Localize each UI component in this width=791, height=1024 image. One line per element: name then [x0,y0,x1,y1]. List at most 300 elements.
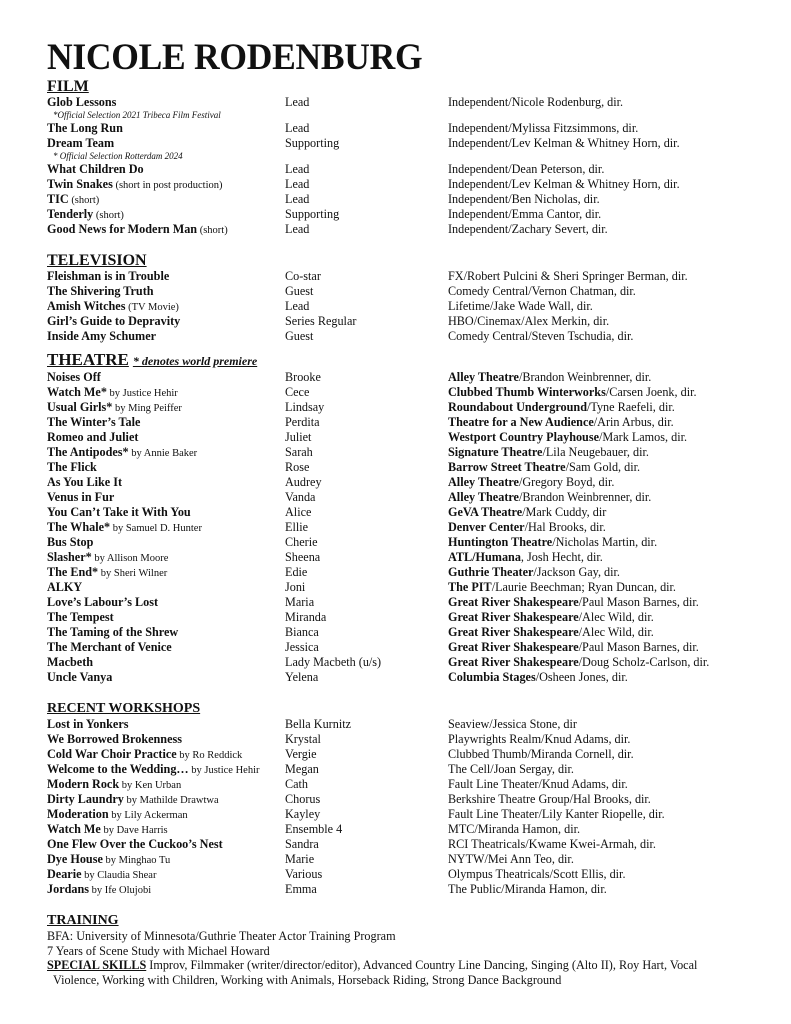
theatre-director: /Jackson Gay, dir. [533,565,620,579]
theatre-director: /Lila Neugebauer, dir. [542,445,649,459]
television-title-cell [47,269,169,284]
workshops-section [47,700,767,897]
theatre-row [47,565,767,580]
theatre-company-cell [448,445,649,460]
theatre-title: Bus Stop [47,535,94,549]
television-row [47,284,767,299]
theatre-title-cell [47,400,182,416]
theatre-venue: Clubbed Thumb Winterworks [448,385,606,399]
film-company: Independent/Lev Kelman & Whitney Horn, dir. [448,177,680,191]
theatre-company-cell [448,535,657,550]
theatre-title-cell [47,550,168,566]
film-role: Lead [285,121,310,135]
film-festival-note: * Official Selection Rotterdam 2024 [53,151,183,161]
theatre-row [47,520,767,535]
film-row [47,136,767,151]
television-role: Guest [285,284,314,298]
television-row [47,329,767,344]
theatre-company-cell [448,460,640,475]
theatre-heading-line [47,351,767,370]
theatre-company-cell [448,625,654,640]
workshop-row [47,807,767,822]
theatre-title-cell [47,385,178,401]
workshop-credit: by Dave Harris [100,825,168,836]
film-festival-note: *Official Selection 2021 Tribeca Film Festival [53,110,221,120]
film-role: Supporting [285,207,340,221]
special-skills [47,958,767,973]
workshop-row [47,852,767,867]
theatre-title: As You Like It [47,475,123,489]
theatre-director: /Paul Mason Barnes, dir. [578,595,699,609]
workshop-credit: by Mathilde Drawtwa [123,795,219,806]
workshop-row [47,822,767,837]
theatre-company-cell [448,400,675,415]
theatre-row [47,430,767,445]
theatre-company-cell [448,565,620,580]
theatre-row [47,445,767,460]
workshop-role: Vergie [285,747,317,761]
workshop-role: Megan [285,762,319,776]
theatre-title: The Antipodes* [47,445,129,459]
theatre-company-cell [448,490,651,505]
theatre-venue: Huntington Theatre [448,535,553,549]
theatre-director: /Arin Arbus, dir. [593,415,674,429]
film-title: Glob Lessons [47,95,117,109]
workshop-company: Fault Line Theater/Lily Kanter Riopelle, dir. [448,807,665,821]
theatre-venue: Westport Country Playhouse [448,430,599,444]
theatre-company-cell [448,385,697,400]
theatre-title-cell [47,655,93,670]
television-row [47,299,767,314]
workshop-title: Jordans [47,882,89,896]
theatre-company-cell [448,640,699,655]
television-title-cell [47,329,156,344]
training-scene-study: 7 Years of Scene Study with Michael Howard [47,943,270,958]
film-company: Independent/Zachary Severt, dir. [448,222,608,236]
workshop-title: Dirty Laundry [47,792,124,806]
theatre-section [47,351,767,685]
theatre-title-cell [47,460,97,475]
workshop-role: Krystal [285,732,321,746]
theatre-title-cell [47,580,82,595]
theatre-row [47,625,767,640]
film-company: Independent/Dean Peterson, dir. [448,162,605,176]
theatre-role: Miranda [285,610,327,624]
theatre-director: /Brandon Weinbrenner, dir. [518,370,652,384]
film-title-cell [47,121,123,136]
workshop-company: MTC/Miranda Hamon, dir. [448,822,581,836]
theatre-row [47,460,767,475]
theatre-company-cell [448,595,699,610]
theatre-company-cell [448,505,606,520]
workshop-role: Chorus [285,792,321,806]
film-list [47,95,767,237]
workshop-title-cell [47,717,129,732]
television-title: The Shivering Truth [47,284,154,298]
theatre-director: /Mark Cuddy, dir [522,505,607,519]
workshop-title-cell [47,807,188,823]
theatre-venue: Great River Shakespeare [448,655,579,669]
theatre-credit: by Annie Baker [128,448,198,459]
film-company: Independent/Mylissa Fitzsimmons, dir. [448,121,639,135]
theatre-title-cell [47,535,93,550]
workshop-row [47,732,767,747]
training-degree: BFA: University of Minnesota/Guthrie Theater Actor Training Program [47,929,396,943]
theatre-company-cell [448,655,709,670]
theatre-title-cell [47,640,172,655]
film-credit: (short) [197,225,228,236]
television-list [47,269,767,344]
television-company: Comedy Central/Vernon Chatman, dir. [448,284,636,298]
theatre-title-cell [47,370,101,385]
film-row [47,222,767,237]
film-title-cell [47,192,99,208]
television-heading: TELEVISION [47,252,147,269]
workshop-title: One Flew Over the Cuckoo’s Nest [47,837,223,851]
theatre-role: Bianca [285,625,319,639]
film-role: Lead [285,222,310,236]
workshop-credit: by Lily Ackerman [108,810,188,821]
television-title-cell [47,299,179,315]
theatre-title-cell [47,490,114,505]
theatre-row [47,370,767,385]
theatre-row [47,670,767,685]
theatre-venue: Guthrie Theater [448,565,534,579]
theatre-row [47,580,767,595]
theatre-role: Lindsay [285,400,325,414]
theatre-role: Cherie [285,535,318,549]
theatre-role: Vanda [285,490,316,504]
theatre-title: You Can’t Take it With You [47,505,191,519]
theatre-title-cell [47,505,191,520]
theatre-director: /Laurie Beechman; Ryan Duncan, dir. [491,580,676,594]
workshop-title: Modern Rock [47,777,120,791]
film-row [47,121,767,136]
workshop-title-cell [47,852,170,868]
theatre-title-cell [47,475,122,490]
theatre-title: Slasher* [47,550,92,564]
television-title: Amish Witches [47,299,126,313]
workshop-company: Olympus Theatricals/Scott Ellis, dir. [448,867,626,881]
film-row [47,207,767,222]
workshops-list [47,717,767,897]
workshop-row [47,717,767,732]
theatre-row [47,550,767,565]
theatre-director: /Tyne Raefeli, dir. [586,400,675,414]
television-title-cell [47,284,154,299]
workshop-title: Lost in Yonkers [47,717,129,731]
theatre-credit: by Ming Peiffer [112,403,182,414]
workshop-role: Marie [285,852,315,866]
workshop-title-cell [47,747,242,763]
film-credit: (short in post production) [112,180,223,191]
film-title: Tenderly [47,207,94,221]
workshop-title-cell [47,792,219,808]
theatre-company-cell [448,550,603,565]
theatre-title: The Merchant of Venice [47,640,172,654]
television-title: Inside Amy Schumer [47,329,157,343]
film-row [47,162,767,177]
theatre-venue: Great River Shakespeare [448,640,579,654]
theatre-role: Rose [285,460,310,474]
theatre-venue: Barrow Street Theatre [448,460,566,474]
workshop-title-cell [47,867,156,883]
workshop-role: Kayley [285,807,321,821]
film-title: TIC [47,192,69,206]
theatre-role: Jessica [285,640,319,654]
film-role: Lead [285,162,310,176]
theatre-venue: Great River Shakespeare [448,595,579,609]
theatre-director: /Paul Mason Barnes, dir. [578,640,699,654]
theatre-venue: Signature Theatre [448,445,543,459]
theatre-title: ALKY [47,580,83,594]
theatre-row [47,415,767,430]
theatre-title: The Flick [47,460,97,474]
workshop-row [47,747,767,762]
workshop-title: Dye House [47,852,103,866]
workshop-title: Watch Me [47,822,101,836]
workshop-row [47,777,767,792]
theatre-director: /Alec Wild, dir. [578,625,654,639]
theatre-company-cell [448,370,651,385]
theatre-title-cell [47,625,178,640]
film-row [47,95,767,110]
film-row [47,192,767,207]
theatre-venue: Alley Theatre [448,370,519,384]
film-title: Good News for Modern Man [47,222,198,236]
theatre-role: Ellie [285,520,309,534]
workshop-company: RCI Theatricals/Kwame Kwei-Armah, dir. [448,837,656,851]
theatre-title-cell [47,610,114,625]
theatre-title-cell [47,565,167,581]
film-heading: FILM [47,78,89,95]
film-title: What Children Do [47,162,144,176]
theatre-title: The Tempest [47,610,114,624]
film-title-cell [47,177,222,193]
theatre-credit: by Samuel D. Hunter [110,523,202,534]
theatre-title: The Whale* [47,520,111,534]
workshop-title-cell [47,762,260,778]
theatre-role: Yelena [285,670,319,684]
theatre-role: Sarah [285,445,313,459]
workshop-row [47,792,767,807]
workshops-heading: RECENT WORKSHOPS [47,701,201,716]
television-title: Fleishman is in Trouble [47,269,170,283]
theatre-title-cell [47,595,158,610]
film-title-cell [47,136,114,151]
theatre-role: Sheena [285,550,321,564]
theatre-role: Perdita [285,415,320,429]
theatre-venue: Theatre for a New Audience [448,415,594,429]
theatre-title: Romeo and Juliet [47,430,139,444]
workshop-role: Emma [285,882,317,896]
theatre-heading: THEATRE [47,350,129,369]
film-role: Supporting [285,136,340,150]
theatre-credit: by Justice Hehir [106,388,178,399]
film-row [47,177,767,192]
theatre-list [47,370,767,685]
television-role: Co-star [285,269,321,283]
workshop-credit: by Claudia Shear [81,870,157,881]
film-section [47,78,767,237]
resume-page [47,38,767,987]
theatre-title: Watch Me* [47,385,107,399]
theatre-role: Maria [285,595,315,609]
theatre-director: /Hal Brooks, dir. [524,520,606,534]
film-role: Lead [285,95,310,109]
theatre-row [47,640,767,655]
theatre-credit: by Allison Moore [91,553,169,564]
special-skills-heading: SPECIAL SKILLS [47,958,147,972]
theatre-role: Lady Macbeth (u/s) [285,655,382,669]
theatre-title-cell [47,445,197,461]
theatre-row [47,505,767,520]
workshop-title-cell [47,777,181,793]
theatre-director: , Josh Hecht, dir. [520,550,603,564]
television-credit: (TV Movie) [125,302,179,313]
workshop-role: Ensemble 4 [285,822,343,836]
television-company: Comedy Central/Steven Tschudia, dir. [448,329,634,343]
workshop-company: Seaview/Jessica Stone, dir [448,717,577,731]
theatre-role: Joni [285,580,306,594]
television-role: Lead [285,299,310,313]
film-company: Independent/Ben Nicholas, dir. [448,192,600,206]
workshop-company: Berkshire Theatre Group/Hal Brooks, dir. [448,792,651,806]
theatre-company-cell [448,580,676,595]
theatre-row [47,610,767,625]
theatre-venue: Alley Theatre [448,490,519,504]
theatre-director: /Brandon Weinbrenner, dir. [518,490,652,504]
theatre-title: Noises Off [47,370,101,384]
theatre-row [47,490,767,505]
television-company: HBO/Cinemax/Alex Merkin, dir. [448,314,610,328]
theatre-venue: Roundabout Underground [448,400,587,414]
special-skills-continued: Violence, Working with Children, Working with Animals, Horseback Riding, Strong Dance Background [53,972,562,987]
special-skills-text: Improv, Filmmaker (writer/director/editor), Advanced Country Line Dancing, Singing (Alto II), Roy Hart, Vocal [146,958,698,972]
theatre-company-cell [448,610,654,625]
television-row [47,314,767,329]
theatre-title: Love’s Labour’s Lost [47,595,159,609]
theatre-title: The Taming of the Shrew [47,625,179,639]
workshop-credit: by Ken Urban [119,780,182,791]
film-title: Twin Snakes [47,177,113,191]
theatre-title-cell [47,520,202,536]
workshop-title: Welcome to the Wedding… [47,762,189,776]
workshop-title-cell [47,822,168,838]
film-title-cell [47,95,116,110]
theatre-director: /Osheen Jones, dir. [535,670,628,684]
television-row [47,269,767,284]
television-role: Guest [285,329,314,343]
workshop-title: Moderation [47,807,109,821]
film-title-cell [47,207,124,223]
theatre-row [47,385,767,400]
theatre-venue: The PIT [448,580,492,594]
theatre-title: Venus in Fur [47,490,115,504]
actor-name: NICOLE RODENBURG [47,37,423,78]
television-company: Lifetime/Jake Wade Wall, dir. [448,299,593,313]
workshop-row [47,762,767,777]
theatre-venue: Great River Shakespeare [448,610,579,624]
workshop-title-cell [47,882,151,898]
theatre-row [47,400,767,415]
film-title: The Long Run [47,121,123,135]
theatre-title: Macbeth [47,655,94,669]
theatre-venue: Denver Center [448,520,525,534]
workshop-row [47,882,767,897]
film-role: Lead [285,192,310,206]
film-title-cell [47,162,144,177]
film-role: Lead [285,177,310,191]
theatre-row [47,595,767,610]
theatre-title-cell [47,430,138,445]
workshop-role: Cath [285,777,309,791]
theatre-venue: ATL/Humana [448,550,521,564]
workshop-row [47,837,767,852]
television-company: FX/Robert Pulcini & Sheri Springer Berman, dir. [448,269,688,283]
workshop-row [47,867,767,882]
workshop-company: NYTW/Mei Ann Teo, dir. [448,852,574,866]
theatre-role: Alice [285,505,312,519]
theatre-title-cell [47,670,112,685]
theatre-company-cell [448,520,606,535]
film-company: Independent/Emma Cantor, dir. [448,207,602,221]
workshop-role: Sandra [285,837,319,851]
workshop-title-cell [47,837,223,852]
theatre-role: Brooke [285,370,321,384]
theatre-director: /Carsen Joenk, dir. [605,385,697,399]
theatre-title: The Winter’s Tale [47,415,141,429]
film-title: Dream Team [47,136,115,150]
theatre-company-cell [448,430,687,445]
workshop-credit: by Ro Reddick [176,750,243,761]
theatre-venue: Columbia Stages [448,670,536,684]
theatre-venue: Alley Theatre [448,475,519,489]
film-company: Independent/Nicole Rodenburg, dir. [448,95,624,109]
workshop-role: Various [285,867,323,881]
workshop-title: Cold War Choir Practice [47,747,177,761]
theatre-title: Uncle Vanya [47,670,113,684]
theatre-venue: GeVA Theatre [448,505,523,519]
workshop-credit: by Minghao Tu [102,855,171,866]
film-title-cell [47,222,228,238]
theatre-role: Cece [285,385,310,399]
television-section [47,252,767,344]
workshop-company: The Cell/Joan Sergay, dir. [448,762,574,776]
theatre-director: /Alec Wild, dir. [578,610,654,624]
workshop-title-cell [47,732,182,747]
theatre-director: /Doug Scholz-Carlson, dir. [578,655,710,669]
theatre-company-cell [448,670,628,685]
theatre-role: Juliet [285,430,312,444]
theatre-director: /Nicholas Martin, dir. [552,535,658,549]
theatre-title: Usual Girls* [47,400,113,414]
theatre-row [47,535,767,550]
theatre-director: /Mark Lamos, dir. [599,430,688,444]
theatre-company-cell [448,415,674,430]
workshop-company: The Public/Miranda Hamon, dir. [448,882,607,896]
workshop-company: Clubbed Thumb/Miranda Cornell, dir. [448,747,634,761]
training-heading: TRAINING [47,913,119,928]
workshop-credit: by Justice Hehir [188,765,260,776]
film-credit: (short) [93,210,124,221]
workshop-title: Dearie [47,867,82,881]
workshop-company: Fault Line Theater/Knud Adams, dir. [448,777,628,791]
theatre-role: Audrey [285,475,322,489]
theatre-title: The End* [47,565,99,579]
theatre-director: /Sam Gold, dir. [565,460,641,474]
television-role: Series Regular [285,314,357,328]
